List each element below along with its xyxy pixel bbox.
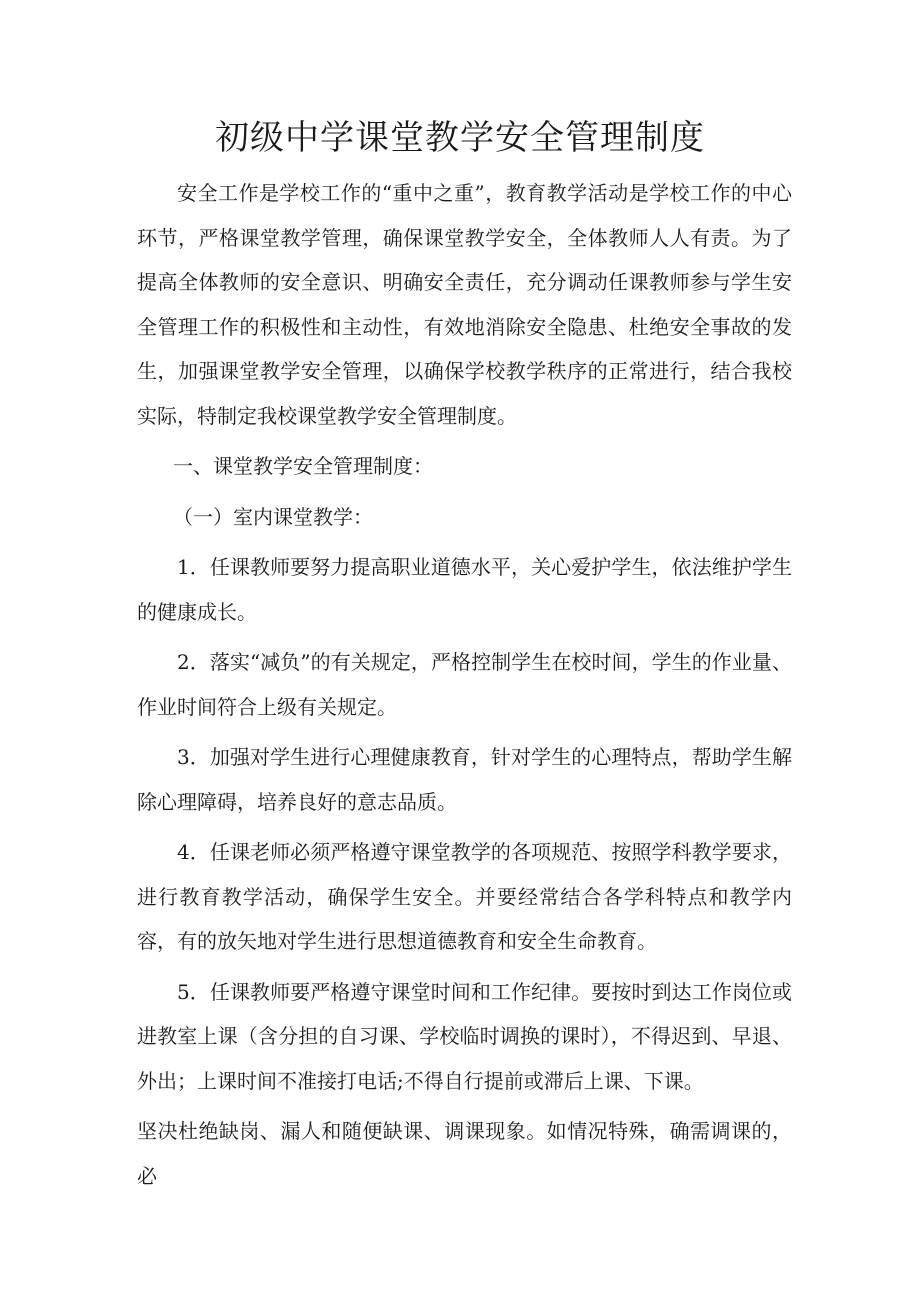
intro-paragraph: 安全工作是学校工作的“重中之重”，教育教学活动是学校工作的中心环节，严格课堂教学管理，确保课堂教学安全，全体教师人人有责。为了提高全体教师的安全意识、明确安全责任，充分调动任课教师参与学生安全管理工作的积极性和主动性，有效地消除安全隐患、杜绝安全事故的发生，加强课堂教学安全管理，以确保学校教学秩序的正常进行，结合我校实际，特制定我校课堂教学安全管理制度。 xyxy=(137,181,792,428)
document-body xyxy=(137,171,792,1204)
rule-item-2: 2．落实“减负”的有关规定，严格控制学生在校时间，学生的作业量、作业时间符合上级有关规定。 xyxy=(137,650,792,719)
rule-item-4: 4．任课老师必须严格遵守课堂教学的各项规范、按照学科教学要求，进行教育教学活动，确保学生安全。并要经常结合各学科特点和教学内容，有的放矢地对学生进行思想道德教育和安全生命教育。 xyxy=(137,840,792,953)
subsection-heading: （一）室内课堂教学： xyxy=(173,504,373,529)
document-title: 初级中学课堂教学安全管理制度 xyxy=(215,118,705,158)
rule-item-5: 5．任课教师要严格遵守课堂时间和工作纪律。要按时到达工作岗位或进教室上课（含分担的自习课、学校临时调换的课时），不得迟到、早退、外出；上课时间不准接打电话;不得自行提前或滞后上课、下课。 xyxy=(137,979,792,1093)
continuation-paragraph: 坚决杜绝缺岗、漏人和随便缺课、调课现象。如情况特殊，确需调课的，必 xyxy=(137,1119,792,1188)
section-heading: 一、课堂教学安全管理制度： xyxy=(173,454,433,478)
rule-item-3: 3．加强对学生进行心理健康教育，针对学生的心理特点，帮助学生解除心理障碍，培养良好的意志品质。 xyxy=(137,745,792,814)
rule-item-1: 1．任课教师要努力提高职业道德水平，关心爱护学生，依法维护学生的健康成长。 xyxy=(137,555,792,624)
